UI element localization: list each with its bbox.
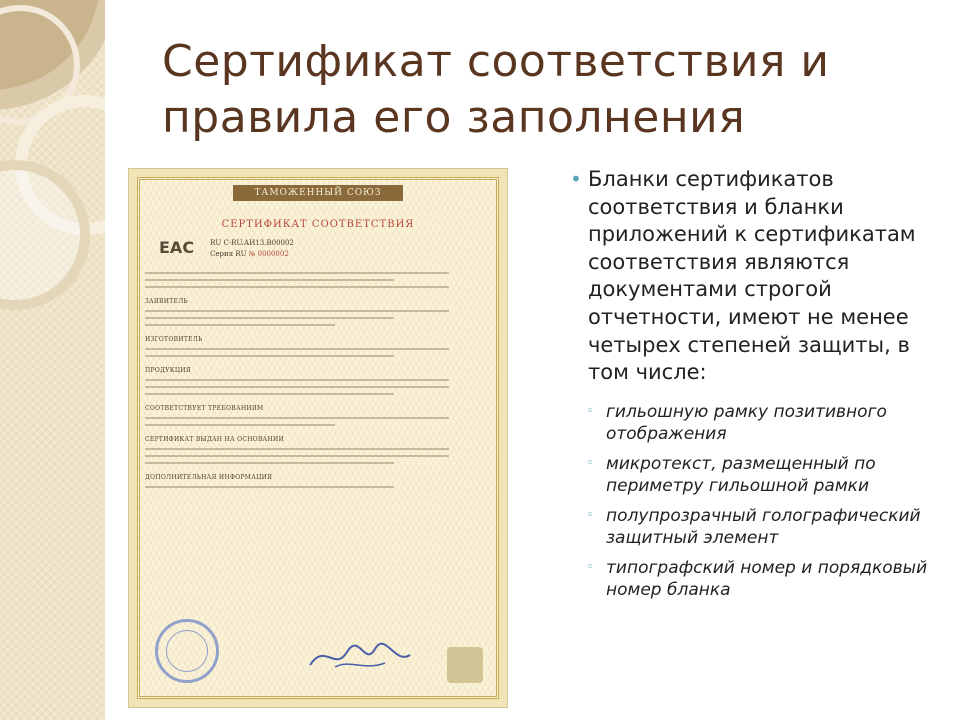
text-line	[145, 317, 394, 319]
cert-section-label: ИЗГОТОВИТЕЛЬ	[145, 336, 203, 343]
sub-bullet-list	[566, 401, 936, 601]
bullet-icon: •	[570, 167, 582, 191]
sub-bullet-text: гильошную рамку позитивного отображения	[606, 401, 887, 444]
text-line	[145, 455, 449, 457]
sub-bullet-text: типографский номер и порядковый номер бланка	[606, 557, 928, 600]
content-block	[566, 166, 936, 609]
cert-section-label: ПРОДУКЦИЯ	[145, 367, 192, 374]
list-item	[566, 557, 936, 601]
cert-section-label: СООТВЕТСТВУЕТ ТРЕБОВАНИЯМ	[145, 405, 264, 412]
sub-bullet-text: полупрозрачный голографический защитный элемент	[606, 505, 921, 548]
text-line	[145, 272, 449, 274]
certificate-header: ТАМОЖЕННЫЙ СОЮЗ	[233, 185, 403, 201]
list-item	[566, 505, 936, 549]
cert-section-label: ЗАЯВИТЕЛЬ	[145, 298, 188, 305]
text-line	[145, 462, 394, 464]
list-item	[566, 401, 936, 445]
certificate-number: RU C-RU.АИ13.В00002	[210, 239, 294, 247]
certificate-text-block	[145, 267, 491, 621]
sub-bullet-icon: ◦	[586, 455, 594, 471]
text-line	[145, 324, 335, 326]
sub-bullet-icon: ◦	[586, 559, 594, 575]
series-number: № 0000002	[248, 250, 289, 258]
text-line	[145, 393, 394, 395]
hologram-icon	[447, 647, 483, 683]
certificate-title: СЕРТИФИКАТ СООТВЕТСТВИЯ	[221, 219, 415, 230]
sub-bullet-icon: ◦	[586, 507, 594, 523]
eac-logo: ЕАС	[159, 238, 195, 257]
cert-section-label: СЕРТИФИКАТ ВЫДАН НА ОСНОВАНИИ	[145, 436, 285, 443]
text-line	[145, 448, 449, 450]
certificate-id-row	[145, 238, 491, 260]
stamp-icon	[155, 619, 219, 683]
text-line	[145, 486, 394, 488]
text-line	[145, 279, 394, 281]
main-bullet-text: Бланки сертификатов соответствия и бланки приложений к сертификатам соответствия являются документами строгой отчетности, имеют не менее четырех степеней защиты, в том числе:	[588, 167, 916, 385]
text-line	[145, 386, 449, 388]
slide-title: Сертификат соответствия и правила его заполнения	[162, 36, 830, 143]
text-line	[145, 286, 449, 288]
text-line	[145, 424, 335, 426]
certificate-numbers	[210, 238, 294, 260]
series-label: Серия RU	[210, 250, 247, 258]
list-item	[566, 453, 936, 497]
text-line	[145, 417, 449, 419]
decorative-strip	[0, 0, 105, 720]
certificate-body	[145, 185, 491, 691]
certificate-image	[128, 168, 508, 708]
cert-section-label: ДОПОЛНИТЕЛЬНАЯ ИНФОРМАЦИЯ	[145, 474, 273, 481]
text-line	[145, 310, 449, 312]
text-line	[145, 355, 394, 357]
text-line	[145, 348, 449, 350]
sub-bullet-icon: ◦	[586, 403, 594, 419]
signature-icon	[305, 637, 415, 677]
text-line	[145, 379, 449, 381]
sub-bullet-text: микротекст, размещенный по периметру гильошной рамки	[606, 453, 876, 496]
main-bullet	[566, 166, 936, 387]
